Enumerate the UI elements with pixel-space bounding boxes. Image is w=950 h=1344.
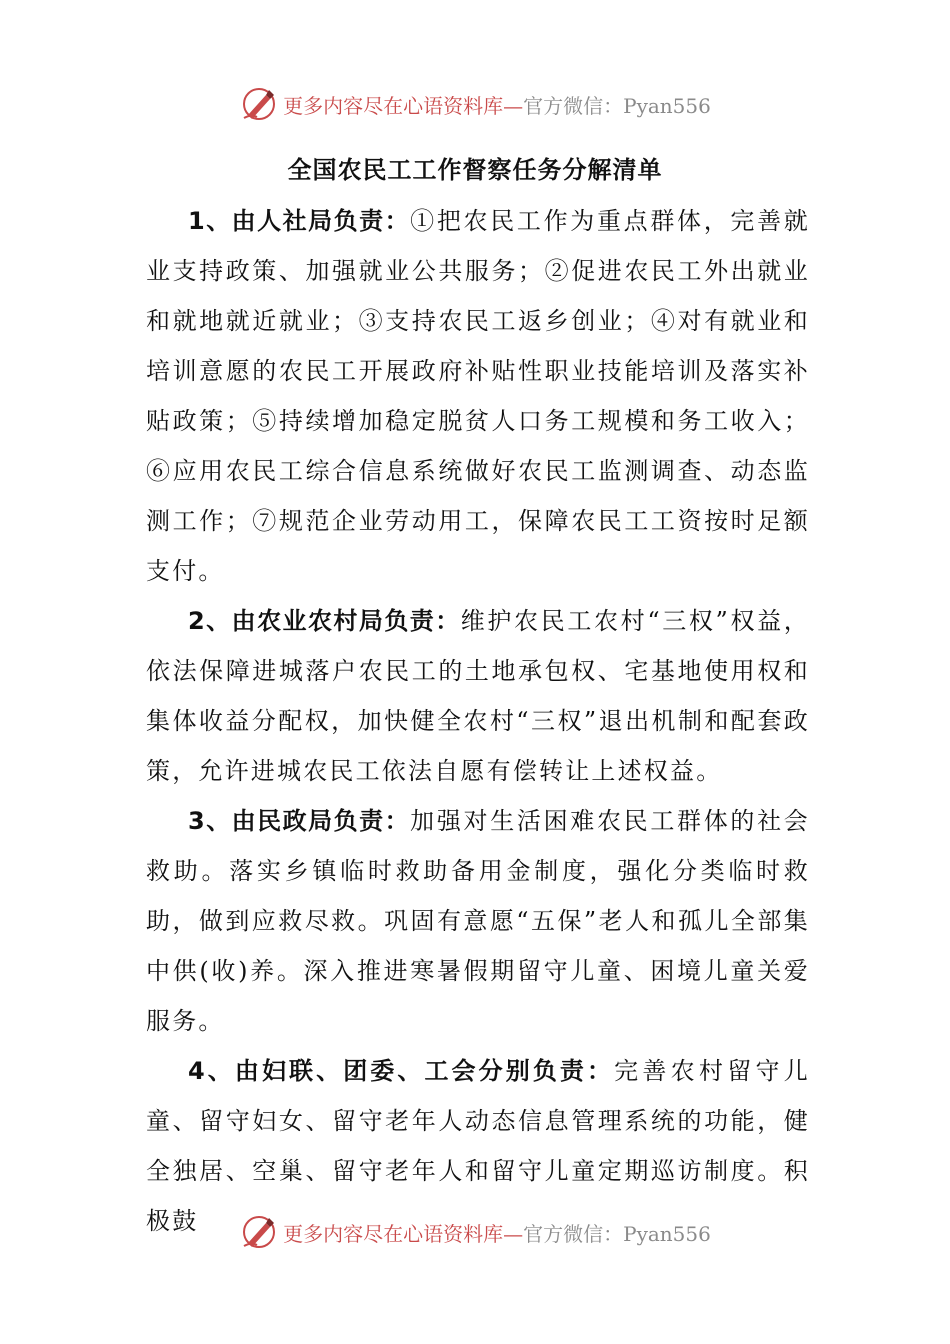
- paragraph-2: [146, 596, 810, 796]
- watermark-text: [283, 90, 711, 119]
- watermark-contact: 官方微信：Pyan556: [523, 1221, 711, 1246]
- watermark-dash: —: [503, 1221, 524, 1246]
- watermark-header: [0, 80, 950, 128]
- paragraph-text: 完善农村留守儿童、留守妇女、留守老年人动态信息管理系统的功能，健全独居、空巢、留守老年人和留守儿童定期巡访制度。积极鼓: [146, 1057, 810, 1235]
- paragraph-text: ①把农民工作为重点群体，完善就业支持政策、加强就业公共服务；②促进农民工外出就业和就地就近就业；③支持农民工返乡创业；④对有就业和培训意愿的农民工开展政府补贴性职业技能培训及落实补贴政策；⑤持续增加稳定脱贫人口务工规模和务工收入；⑥应用农民工综合信息系统做好农民工监测调查、动态监测工作；⑦规范企业劳动用工，保障农民工工资按时足额支付。: [146, 207, 811, 585]
- paragraph-text: 加强对生活困难农民工群体的社会救助。落实乡镇临时救助备用金制度，强化分类临时救助，做到应救尽救。巩固有意愿“五保”老人和孤儿全部集中供(收)养。深入推进寒暑假期留守儿童、困境儿童关爱服务。: [146, 807, 811, 1035]
- watermark-footer: [0, 1208, 950, 1256]
- paragraph-lead: 4、由妇联、团委、工会分别负责：: [188, 1057, 615, 1085]
- watermark-contact: 官方微信：Pyan556: [523, 93, 711, 118]
- pen-logo-icon: [239, 84, 279, 124]
- watermark-brand: 更多内容尽在心语资料库: [283, 1221, 504, 1246]
- watermark-dash: —: [503, 93, 524, 118]
- watermark-brand: 更多内容尽在心语资料库: [283, 93, 504, 118]
- paragraph-lead: 3、由民政局负责：: [188, 807, 411, 835]
- page-title: 全国农民工工作督察任务分解清单: [287, 156, 663, 184]
- paragraph-3: [146, 796, 810, 1046]
- paragraph-text: 维护农民工农村“三权”权益，依法保障进城落户农民工的土地承包权、宅基地使用权和集体收益分配权，加快健全农村“三权”退出机制和配套政策，允许进城农民工依法自愿有偿转让上述权益。: [146, 607, 810, 785]
- document-body: [146, 196, 810, 1246]
- paragraph-lead: 1、由人社局负责：: [188, 207, 411, 235]
- pen-logo-icon: [239, 1212, 279, 1252]
- watermark-text: [283, 1218, 711, 1247]
- paragraph-lead: 2、由农业农村局负责：: [188, 607, 461, 635]
- paragraph-1: [146, 196, 810, 596]
